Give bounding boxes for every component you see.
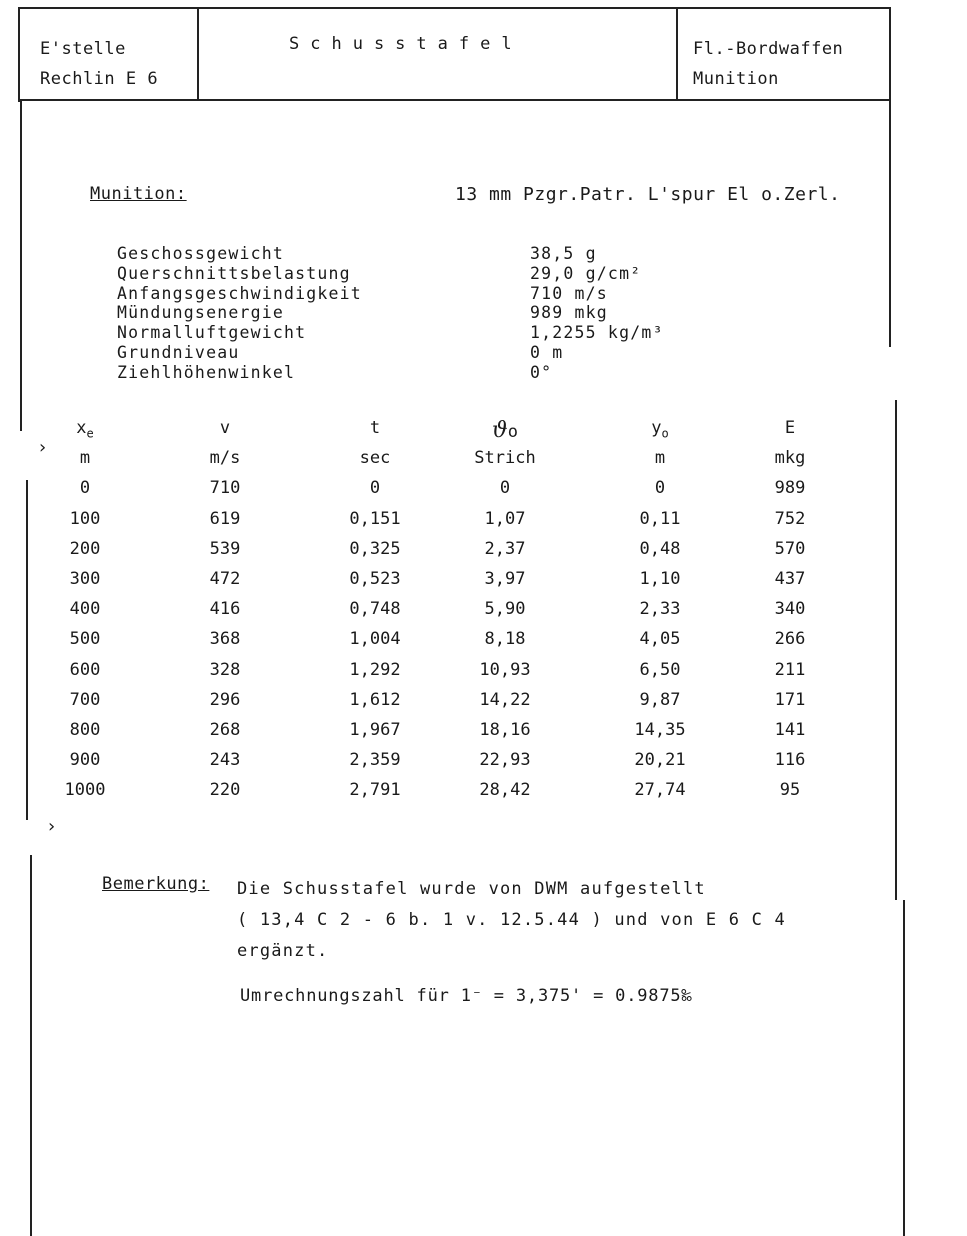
header-category-line2: Munition [693,69,779,89]
header-office-line1: E'stelle [40,39,126,59]
spec-name: Geschossgewicht [117,244,285,263]
spec-value: 0° [530,362,553,382]
cell-velocity: 296 [209,689,241,710]
remark-label: Bemerkung: [102,874,210,894]
cell-angle: 0 [499,478,511,499]
cell-angle: 28,42 [479,780,531,801]
spec-value: 1,2255 kg/m³ [530,323,664,343]
cell-range: 200 [69,538,101,559]
col-header-range-sub: e [86,426,94,441]
frame-top-rule [18,7,891,9]
cell-height: 2,33 [639,599,681,620]
cell-velocity: 220 [209,780,241,801]
frame-left-rule [18,7,20,102]
col-header-angle-symbol: ϑ [492,418,508,443]
col-header-range [45,418,125,440]
cell-angle: 2,37 [484,538,526,559]
spec-name: Normalluftgewicht [117,323,307,343]
cell-height: 4,05 [639,629,681,650]
cell-time: 1,004 [349,629,401,650]
cell-range: 0 [79,478,91,499]
unit-energy: mkg [774,448,806,469]
cell-height: 6,50 [639,659,681,680]
spec-row [117,264,664,284]
cell-range: 800 [69,719,101,740]
cell-energy: 570 [774,538,806,559]
spec-value: 989 mkg [530,303,608,323]
cell-velocity: 328 [209,659,241,680]
cell-range: 700 [69,689,101,710]
unit-angle: Strich [474,448,536,469]
frame-right-rule [895,400,897,900]
col-header-range-symbol: x [76,418,87,438]
specs-list [117,244,664,383]
cell-height: 0,48 [639,538,681,559]
unit-range: m [79,448,91,469]
cell-angle: 3,97 [484,568,526,589]
cell-height: 20,21 [634,750,686,771]
cell-time: 0,151 [349,508,401,529]
header-bottom-rule [18,99,891,101]
cell-range: 400 [69,599,101,620]
header-divider [676,7,678,101]
cell-energy: 171 [774,689,806,710]
frame-left-rule [20,101,22,431]
cell-time: 0,325 [349,538,401,559]
cell-velocity: 539 [209,538,241,559]
cell-angle: 18,16 [479,719,531,740]
remark-line: ( 13,4 C 2 - 6 b. 1 v. 12.5.44 ) und von E 6 C 4 [237,910,786,930]
col-header-height [610,418,710,440]
frame-right-rule [889,7,891,347]
cell-energy: 340 [774,599,806,620]
spec-value: 710 m/s [530,283,608,303]
remark-line: Die Schusstafel wurde von DWM aufgestellt [237,879,706,899]
frame-left-rule [26,480,28,820]
cell-range: 500 [69,629,101,650]
cell-velocity: 416 [209,599,241,620]
col-header-angle [450,418,560,443]
cell-range: 600 [69,659,101,680]
spec-value: 0 m [530,342,564,362]
spec-row [117,343,664,363]
spec-row [117,363,664,383]
cell-energy: 141 [774,719,806,740]
col-header-angle-sub: o [507,422,518,442]
cell-energy: 211 [774,659,806,680]
cell-height: 1,10 [639,568,681,589]
cell-angle: 22,93 [479,750,531,771]
cell-height: 9,87 [639,689,681,710]
cell-time: 1,292 [349,659,401,680]
cell-height: 14,35 [634,719,686,740]
spec-name: Anfangsgeschwindigkeit [117,283,362,303]
cell-range: 900 [69,750,101,771]
cell-energy: 116 [774,750,806,771]
cell-time: 1,612 [349,689,401,710]
cell-height: 27,74 [634,780,686,801]
frame-right-rule [903,900,905,1236]
col-header-energy: E [784,418,796,438]
cell-velocity: 243 [209,750,241,771]
cell-angle: 1,07 [484,508,526,529]
spec-name: Querschnittsbelastung [117,263,351,283]
cell-energy: 266 [774,629,806,650]
cell-range: 300 [69,568,101,589]
spec-row [117,284,664,304]
cell-angle: 8,18 [484,629,526,650]
col-header-height-symbol: y [651,418,662,438]
header-office-line2: Rechlin E 6 [40,69,159,89]
cell-energy: 95 [779,780,801,801]
spec-name: Mündungsenergie [117,303,285,323]
header-divider [197,7,199,101]
cell-height: 0 [654,478,666,499]
cell-time: 2,791 [349,780,401,801]
unit-velocity: m/s [209,448,241,469]
spec-row [117,244,664,264]
cell-energy: 752 [774,508,806,529]
cell-energy: 437 [774,568,806,589]
cell-range: 100 [69,508,101,529]
unit-height: m [654,448,666,469]
cell-velocity: 472 [209,568,241,589]
cell-range: 1000 [64,780,106,801]
cell-velocity: 710 [209,478,241,499]
cell-energy: 989 [774,478,806,499]
cell-time: 0,748 [349,599,401,620]
document-title: Schusstafel [289,34,523,54]
col-header-time: t [369,418,381,438]
col-header-velocity: v [219,418,231,438]
cell-velocity: 368 [209,629,241,650]
cell-time: 0 [369,478,381,499]
remark-text [237,874,786,967]
conversion-note: Umrechnungszahl für 1⁻ = 3,375' = 0.9875‰ [240,986,693,1006]
unit-time: sec [359,448,391,469]
remark-line: ergänzt. [237,941,329,961]
cell-velocity: 268 [209,719,241,740]
cell-angle: 5,90 [484,599,526,620]
margin-bracket-mark: › [46,816,57,837]
spec-row [117,323,664,343]
spec-name: Ziehlhöhenwinkel [117,362,296,382]
header-category [693,34,843,94]
header-category-line1: Fl.-Bordwaffen [693,39,844,59]
munition-value: 13 mm Pzgr.Patr. L'spur El o.Zerl. [455,184,841,205]
cell-angle: 10,93 [479,659,531,680]
munition-label: Munition: [90,184,187,204]
margin-bracket-mark: › [37,437,48,458]
col-header-height-sub: o [661,426,669,441]
cell-time: 1,967 [349,719,401,740]
frame-left-rule [30,855,32,1236]
cell-time: 0,523 [349,568,401,589]
spec-value: 38,5 g [530,244,597,263]
spec-name: Grundniveau [117,342,240,362]
cell-velocity: 619 [209,508,241,529]
spec-row [117,303,664,323]
cell-height: 0,11 [639,508,681,529]
cell-time: 2,359 [349,750,401,771]
cell-angle: 14,22 [479,689,531,710]
header-office [40,34,158,94]
spec-value: 29,0 g/cm² [530,263,642,283]
